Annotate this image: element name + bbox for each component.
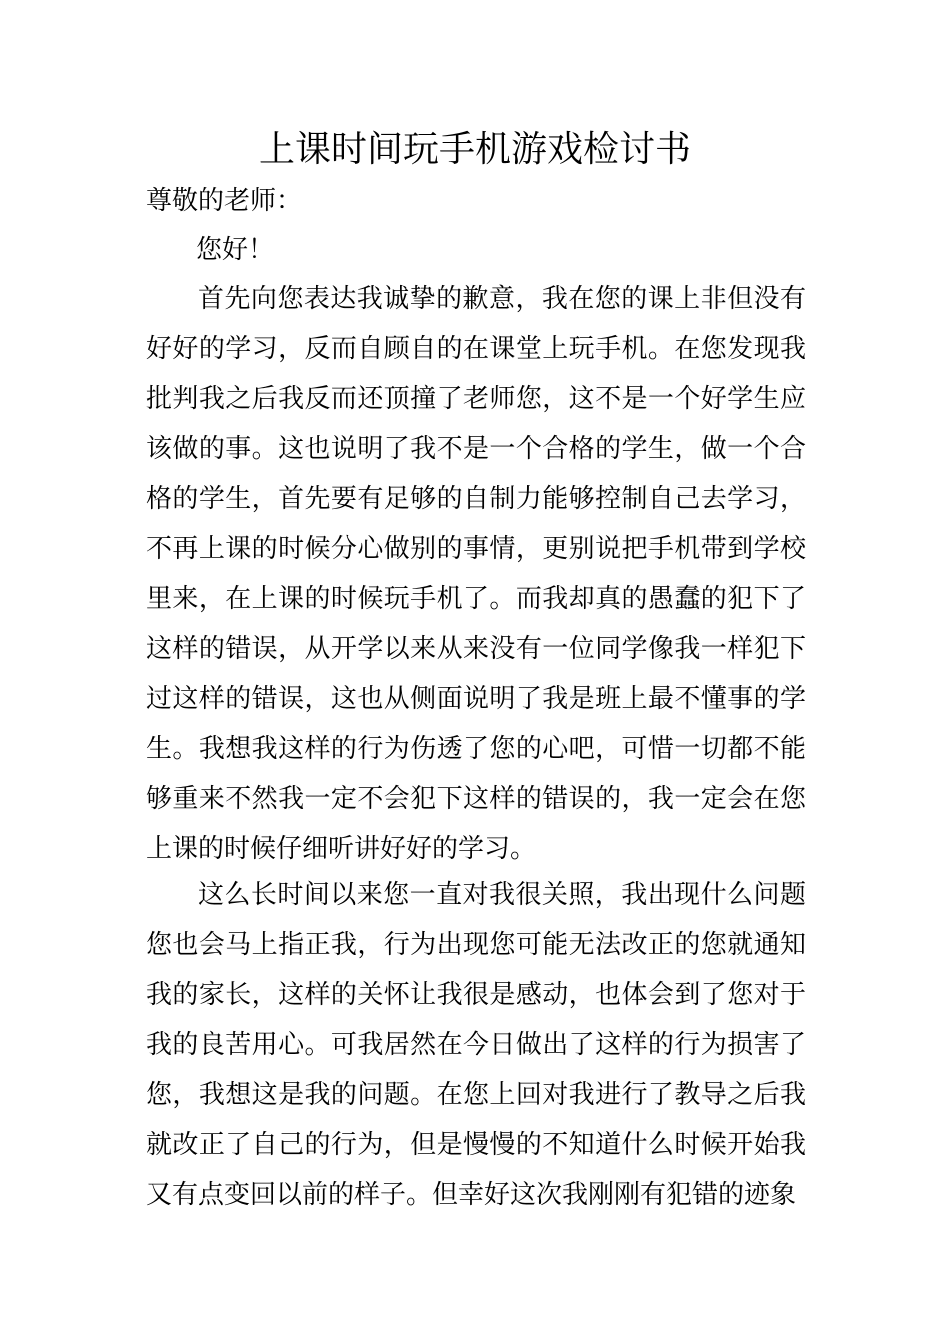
paragraph-1: 首先向您表达我诚挚的歉意，我在您的课上非但没有好好的学习，反而自顾自的在课堂上玩手机。在您发现我批判我之后我反而还顶撞了老师您，这不是一个好学生应该做的事。这也说明了我不是一个合格的学生，做一个合格的学生，首先要有足够的自制力能够控制自己去学习，不再上课的时候分心做别的事情，更别说把手机带到学校里来，在上课的时候玩手机了。而我却真的愚蠢的犯下了这样的错误，从开学以来从来没有一位同学像我一样犯下过这样的错误，这也从侧面说明了我是班上最不懂事的学生。我想我这样的行为伤透了您的心吧，可惜一切都不能够重来不然我一定不会犯下这样的错误的，我一定会在您上课的时候仔细听讲好好的学习。 [146, 284, 806, 864]
salutation: 尊敬的老师： [146, 186, 303, 216]
document-title: 上课时间玩手机游戏检讨书 [258, 129, 691, 170]
paragraph-2: 这么长时间以来您一直对我很关照，我出现什么问题您也会马上指正我，行为出现您可能无法改正的您就通知我的家长，这样的关怀让我很是感动，也体会到了您对于我的良苦用心。可我居然在今日做出了这样的行为损害了您，我想这是我的问题。在您上回对我进行了教导之后我就改正了自己的行为，但是慢慢的不知道什么时候开始我又有点变回以前的样子。但幸好这次我刚刚有犯错的迹象 [146, 880, 806, 1210]
greeting: 您好！ [196, 235, 275, 265]
